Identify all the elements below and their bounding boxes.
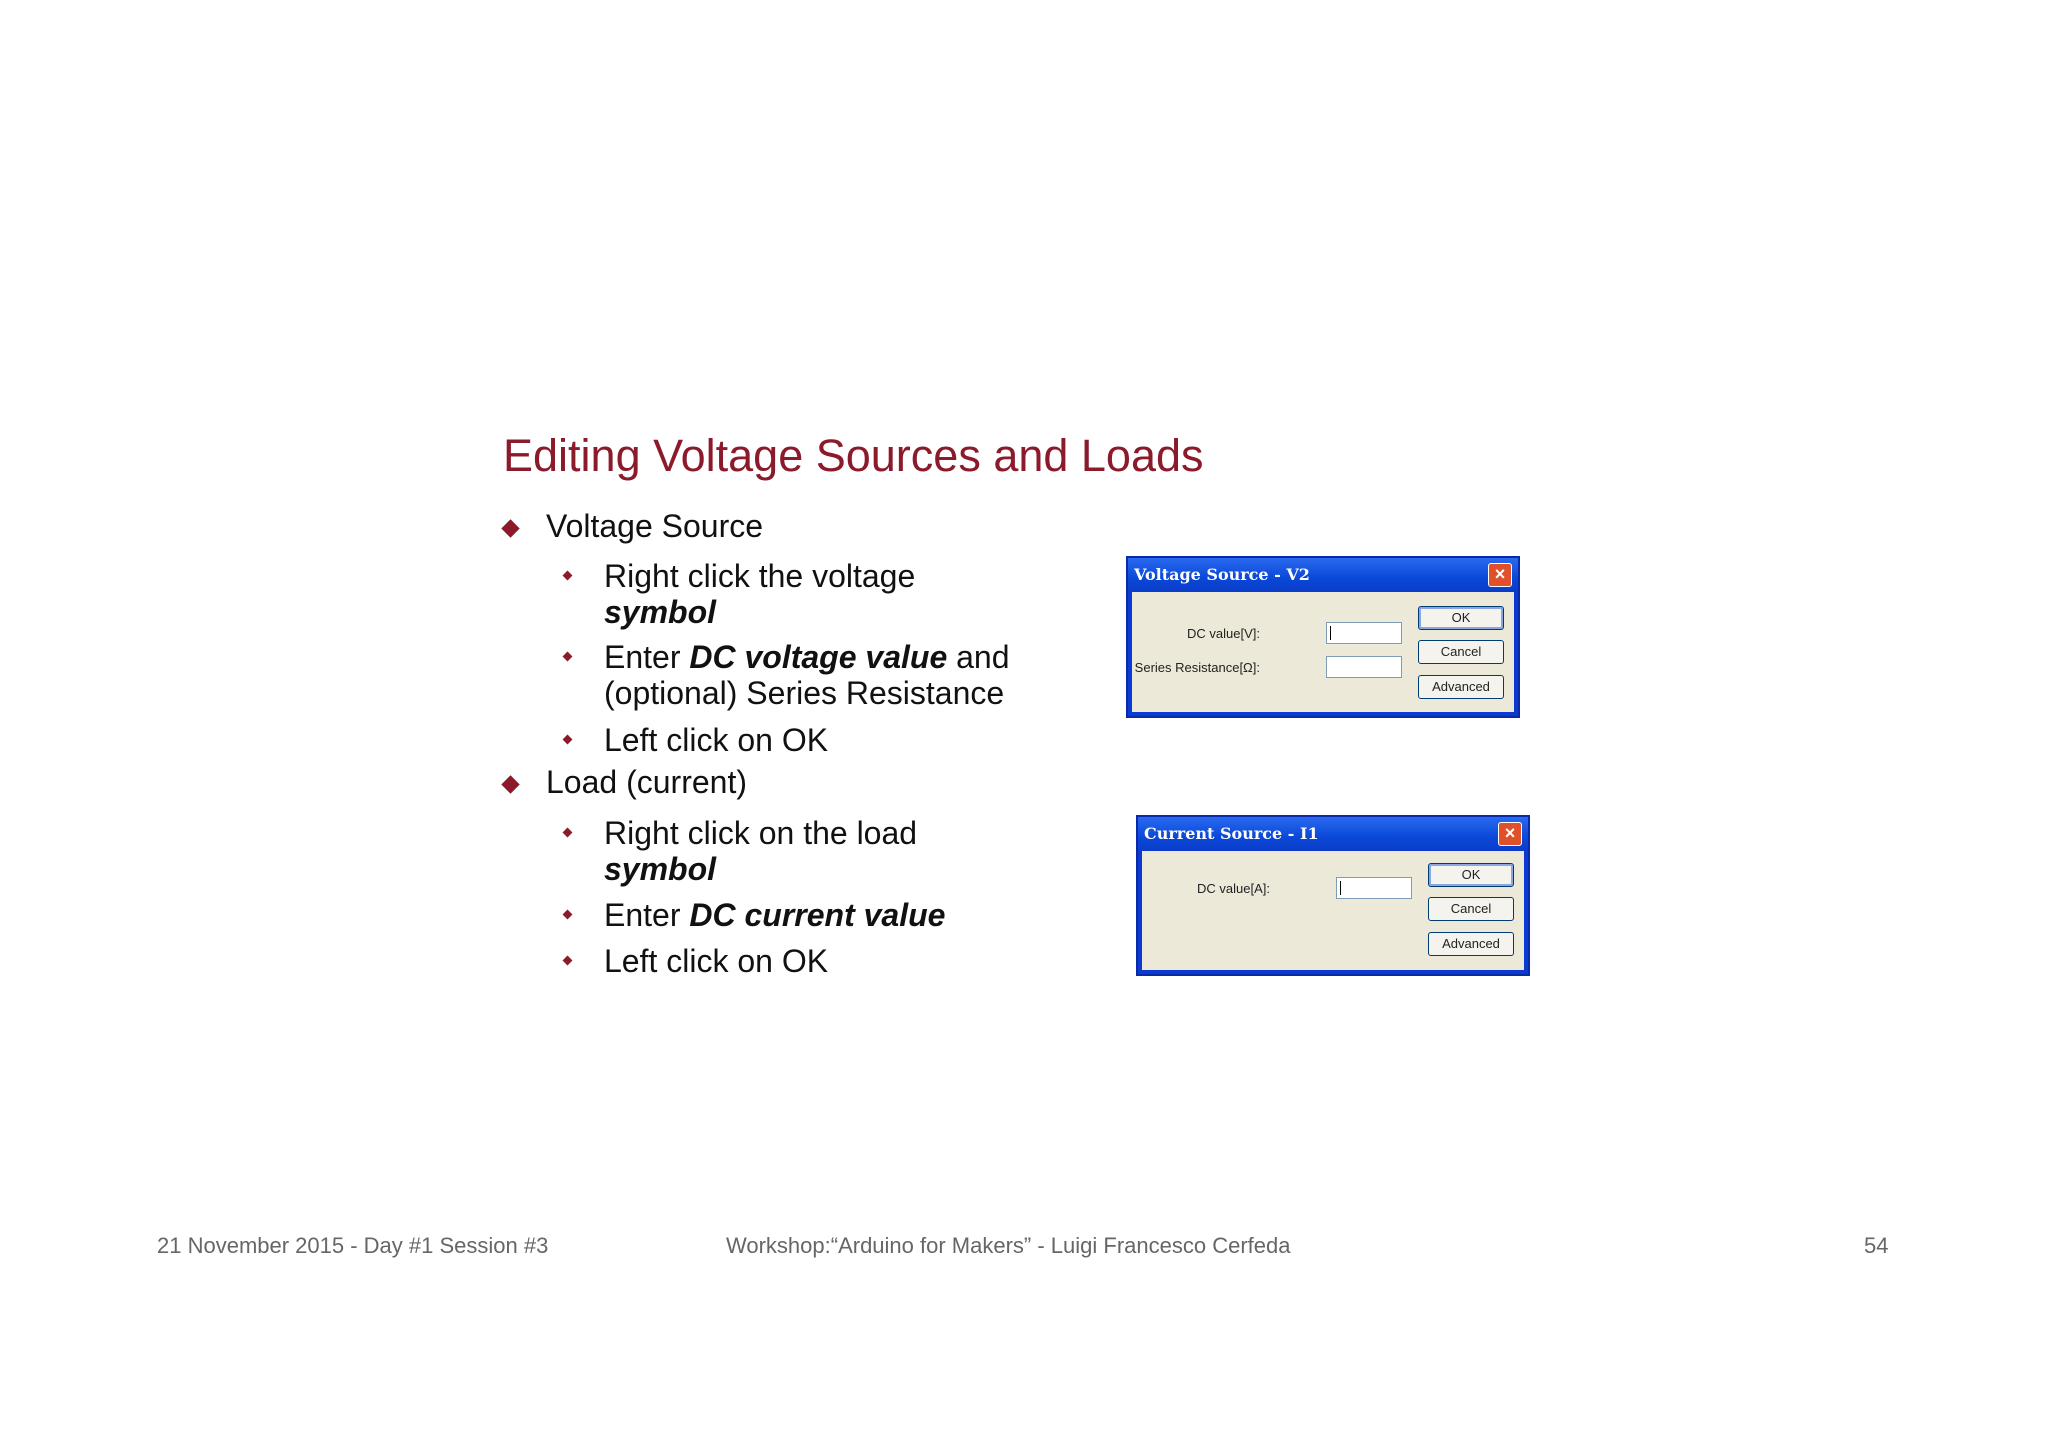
list-item (604, 943, 828, 979)
diamond-bullet-icon (501, 775, 519, 793)
series-resistance-input[interactable] (1326, 656, 1402, 678)
item-text: Left click on OK (604, 722, 829, 758)
slide-title: Editing Voltage Sources and Loads (503, 430, 1204, 481)
dc-value-input[interactable] (1326, 622, 1402, 644)
diamond-bullet-icon (563, 735, 573, 745)
voltage-source-dialog (1126, 556, 1520, 718)
advanced-button[interactable]: Advanced (1428, 932, 1514, 956)
cancel-button[interactable]: Cancel (1428, 897, 1514, 921)
item-text: Enter (604, 639, 690, 675)
section-label: Voltage Source (546, 508, 764, 544)
series-resistance-label: Series Resistance[Ω]: (1134, 660, 1260, 675)
item-text: Right click the voltage (604, 558, 916, 594)
item-text-emphasis: DC current value (689, 897, 946, 933)
list-item (546, 508, 763, 545)
dc-value-label: DC value[V]: (1187, 626, 1260, 641)
page-number: 54 (1864, 1233, 1889, 1258)
diamond-bullet-icon (563, 828, 573, 838)
cancel-button[interactable]: Cancel (1418, 640, 1504, 664)
diamond-bullet-icon (501, 519, 519, 537)
close-icon[interactable]: × (1488, 563, 1512, 587)
diamond-bullet-icon (563, 571, 573, 581)
close-icon[interactable]: × (1498, 822, 1522, 846)
dialog-title: Voltage Source - V2 (1134, 565, 1310, 584)
advanced-button[interactable]: Advanced (1418, 675, 1504, 699)
list-item (604, 639, 1010, 711)
dc-value-label: DC value[A]: (1197, 881, 1270, 896)
item-text-emphasis: DC voltage value (689, 639, 948, 675)
dc-value-input[interactable] (1336, 877, 1412, 899)
ok-button[interactable]: OK (1428, 863, 1514, 887)
dialog-titlebar (1138, 817, 1528, 851)
current-source-dialog (1136, 815, 1530, 976)
dialog-body (1142, 851, 1524, 970)
diamond-bullet-icon (563, 652, 573, 662)
ok-button[interactable]: OK (1418, 606, 1504, 630)
list-item (604, 722, 828, 758)
list-item (604, 558, 915, 630)
dialog-title: Current Source - I1 (1144, 824, 1319, 843)
item-text: Enter (604, 897, 690, 933)
section-label: Load (current) (546, 764, 747, 800)
item-text: (optional) Series Resistance (604, 675, 1005, 711)
dialog-body (1132, 592, 1514, 712)
item-text-emphasis: symbol (604, 594, 717, 630)
diamond-bullet-icon (563, 910, 573, 920)
list-item (546, 764, 747, 801)
diamond-bullet-icon (563, 956, 573, 966)
footer-workshop: Workshop:“Arduino for Makers” - Luigi Francesco Cerfeda (726, 1233, 1291, 1258)
text-caret (1340, 881, 1341, 895)
text-caret (1330, 626, 1331, 640)
item-text: Left click on OK (604, 943, 829, 979)
list-item (604, 897, 945, 933)
item-text-emphasis: symbol (604, 851, 717, 887)
footer-date: 21 November 2015 - Day #1 Session #3 (157, 1233, 549, 1258)
list-item (604, 815, 917, 887)
dialog-titlebar (1128, 558, 1518, 592)
item-text: and (947, 639, 1010, 675)
item-text: Right click on the load (604, 815, 918, 851)
